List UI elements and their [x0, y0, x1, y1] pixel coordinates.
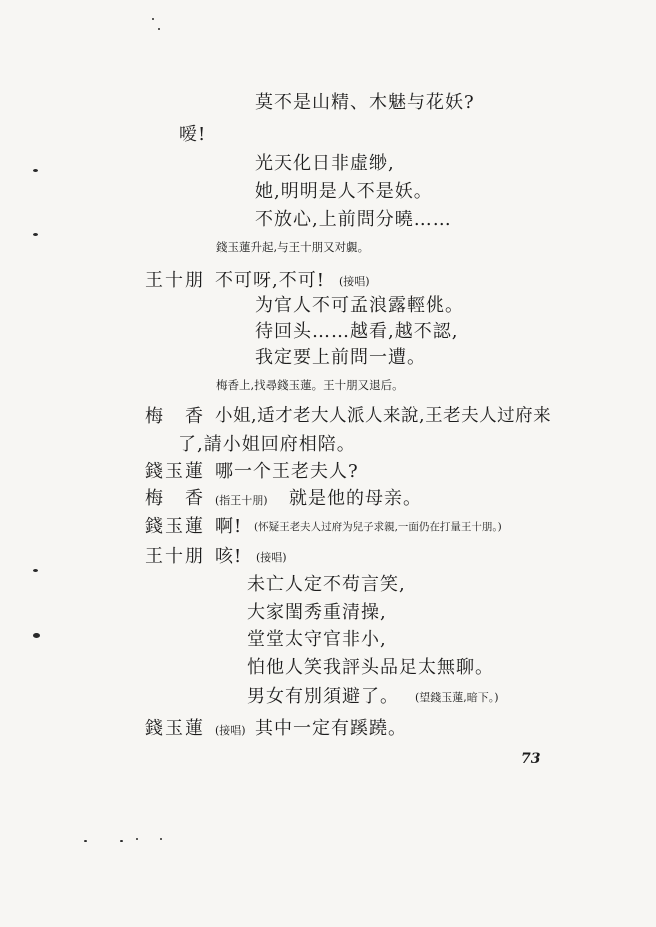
speech-text: 哪一个王老夫人? — [215, 461, 359, 482]
speech-text: 其中一定有蹊蹺。 — [255, 718, 407, 739]
margin-speck — [152, 18, 154, 20]
speaker-name: 王十朋 — [145, 546, 205, 567]
speaker-name: 梅 香 — [145, 406, 205, 427]
margin-speck — [120, 840, 123, 842]
margin-speck — [84, 840, 87, 842]
verse-line: 光天化日非虛缈, — [255, 153, 395, 174]
margin-speck — [33, 169, 38, 172]
verse-line: 未亡人定不苟言笑, — [247, 574, 406, 595]
speech-text: 了,請小姐回府相陪。 — [178, 434, 356, 455]
stage-note: (接唱) — [339, 275, 370, 288]
stage-note: (指王十朋) — [215, 494, 268, 507]
verse-line: 堂堂太守官非小, — [247, 629, 387, 650]
speech-text: 咳! — [215, 546, 243, 567]
margin-speck — [158, 28, 160, 30]
margin-speck — [136, 838, 138, 840]
speech-text: 不可呀,不可! — [215, 270, 325, 291]
verse-line: 待回头……越看,越不認, — [255, 321, 459, 342]
speaker-name: 錢玉蓮 — [145, 718, 205, 739]
verse-line: 莫不是山精、木魅与花妖? — [255, 92, 475, 113]
margin-speck — [33, 633, 40, 638]
verse-line: 她,明明是人不是妖。 — [255, 181, 433, 202]
page-number: 73 — [521, 751, 541, 767]
stage-direction: 錢玉蓮升起,与王十朋又对覷。 — [216, 240, 370, 254]
stage-note: (接唱) — [256, 551, 287, 564]
verse-line: 为官人不可孟浪露輕佻。 — [255, 295, 464, 316]
speaker-name: 錢玉蓮 — [145, 461, 205, 482]
verse-line: 大家閨秀重清操, — [247, 602, 387, 623]
speech-text: 嗳! — [179, 124, 207, 145]
speaker-name: 王十朋 — [145, 270, 205, 291]
verse-line: 不放心,上前問分曉…… — [255, 209, 452, 230]
verse-line: 怕他人笑我評头品足太無聊。 — [247, 657, 494, 678]
verse-line: 我定要上前問一遭。 — [255, 347, 426, 368]
speech-text: 啊! — [215, 516, 243, 537]
verse-line: 男女有別須避了。 — [247, 686, 399, 707]
stage-note: (接唱) — [215, 724, 246, 737]
speaker-name: 梅 香 — [145, 488, 205, 509]
stage-direction: 梅香上,找尋錢玉蓮。王十朋又退后。 — [216, 378, 404, 392]
speaker-name: 錢玉蓮 — [145, 516, 205, 537]
margin-speck — [33, 569, 38, 572]
speech-text: 小姐,适才老大人派人来說,王老夫人过府来 — [215, 406, 552, 426]
stage-note: (望錢玉蓮,暗下。) — [415, 691, 499, 704]
margin-speck — [160, 838, 162, 840]
stage-note: (怀疑王老夫人过府为兒子求親,一面仍在打量王十朋。) — [254, 521, 502, 533]
speech-text: 就是他的母亲。 — [289, 488, 422, 509]
margin-speck — [33, 233, 38, 236]
